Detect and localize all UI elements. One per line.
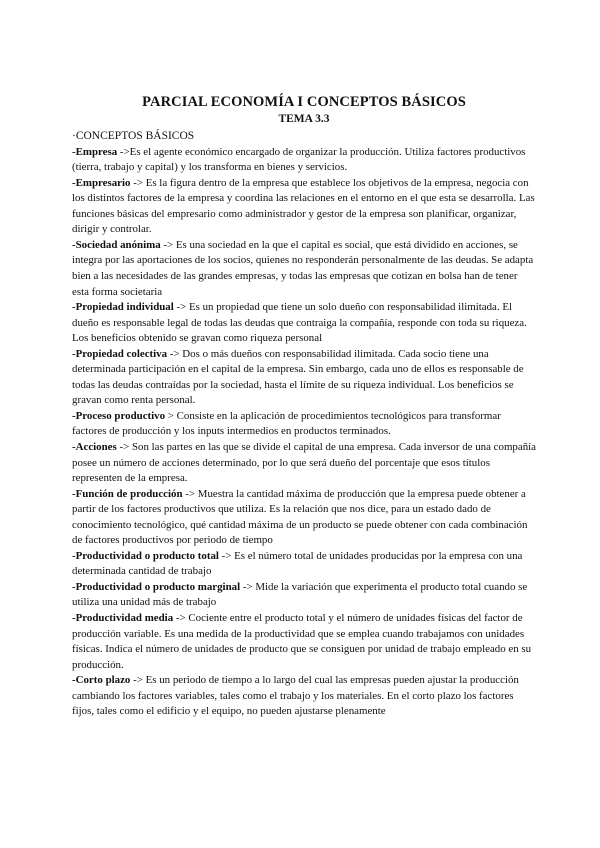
concept-term: -Productividad media (72, 612, 174, 624)
concept-definition: -> Cociente entre el producto total y el número de unidades físicas del factor de producción variable. Es una medida de la productividad que se emplea cuando trabajamos con unidades físicas. Indica el número de unidades de producto que se consiguen por unidad de trabajo empleado en su producción. (72, 612, 532, 671)
concept-definition: -> Es la figura dentro de la empresa que establece los objetivos de la empresa, negocia con los distintos factores de la empresa y coordina las relaciones en el entorno en el que esta se desarrolla. Las funciones básicas del empresario como administrador y gestor de la empresa son planificar, organizar, dirigir y controlar. (72, 176, 535, 236)
concept-term: -Productividad o producto marginal (72, 580, 241, 593)
concept-definition: > Consiste en la aplicación de procedimientos tecnológicos para transformar factores de producción y los inputs intermedios en productos terminados. (72, 409, 501, 438)
concept-definition: -> Muestra la cantidad máxima de producción que la empresa puede obtener a partir de los factores productivos que utiliza. Es la relación que nos dice, para un estado dado de conocimiento tecnológico, qué cantidad máxima de un producto se puede obtener con cada combinación de factores productivos por periodo de tiempo (72, 487, 528, 547)
concept-term: -Propiedad individual (72, 301, 174, 314)
concept-term: -Empresa (72, 145, 118, 158)
concept-entry (72, 549, 536, 580)
concept-definition: -> Mide la variación que experimenta el producto total cuando se utiliza una unidad más de trabajo (72, 580, 528, 609)
concept-entry (72, 176, 536, 238)
concept-list (72, 145, 536, 720)
concept-definition: -> Es una sociedad en la que el capital es social, que está dividido en acciones, se integra por las aportaciones de los socios, quienes no responderán personalmente de las deudas. Se adapta bien a las necesidades de las grandes empresas, y todas las empresas que cotizan en bolsa han de tener esta forma societaria (72, 238, 534, 298)
concept-term: -Propiedad colectiva (72, 347, 168, 360)
concept-definition: -> Dos o más dueños con responsabilidad ilimitada. Cada socio tiene una determinada participación en el capital de la empresa. Sin embargo, cada uno de ellos es responsable de todas las deudas contraídas por la sociedad, hasta el límite de su riqueza individual. Los beneficios se gravan como renta personal. (72, 347, 524, 407)
concept-definition: -> Son las partes en las que se divide el capital de una empresa. Cada inversor de una compañía posee un número de acciones determinado, por lo que será dueño del porcentaje que esos títulos representen de la empresa. (72, 440, 537, 485)
concept-entry (72, 409, 536, 440)
concept-term: -Acciones (72, 440, 117, 453)
concept-definition: ->Es el agente económico encargado de organizar la producción. Utiliza factores productivos (tierra, trabajo y capital) y los transforma en bienes y servicios. (72, 145, 526, 174)
concept-entry (72, 580, 536, 611)
concept-entry (72, 300, 536, 347)
concept-entry (72, 487, 536, 549)
concept-entry (72, 440, 536, 487)
concept-entry (72, 611, 536, 673)
section-heading: ·CONCEPTOS BÁSICOS (72, 130, 195, 142)
concept-term: -Función de producción (72, 487, 183, 500)
concept-entry (72, 673, 536, 720)
concept-term: -Proceso productivo (72, 409, 166, 422)
document-subtitle: TEMA 3.3 (278, 113, 330, 125)
concept-definition: -> Es un propiedad que tiene un solo dueño con responsabilidad ilimitada. El dueño es responsable legal de todas las deudas que contraiga la compañía, responde con toda su riqueza. Los beneficios obtenido se gravan como riqueza personal (72, 301, 527, 345)
concept-definition: -> Es un periodo de tiempo a lo largo del cual las empresas pueden ajustar la producción cambiando los factores variables, tales como el trabajo y los materiales. En el corto plazo los factores fijos, tales como el edificio y el equipo, no pueden ajustarse plenamente (72, 674, 519, 718)
concept-term: -Empresario (72, 176, 131, 189)
concept-entry (72, 347, 536, 409)
concept-definition: -> Es el número total de unidades producidas por la empresa con una determinada cantidad de trabajo (72, 549, 523, 578)
concept-term: -Sociedad anónima (72, 238, 161, 251)
concept-term: -Corto plazo (72, 674, 131, 687)
concept-term: -Productividad o producto total (72, 549, 219, 562)
document-title: PARCIAL ECONOMÍA I CONCEPTOS BÁSICOS (142, 94, 466, 110)
concept-entry (72, 238, 536, 300)
concept-entry (72, 145, 536, 176)
